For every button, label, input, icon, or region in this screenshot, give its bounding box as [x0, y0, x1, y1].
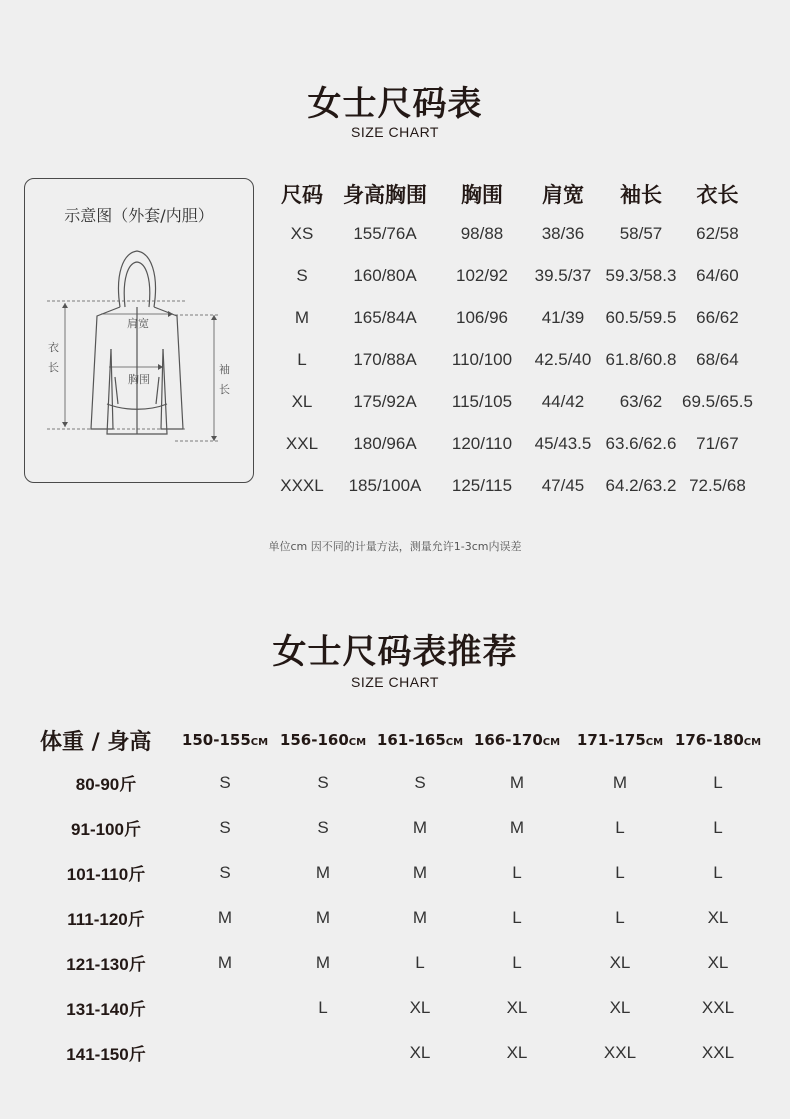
sleeve-label-1: 袖 — [219, 363, 230, 376]
table-cell: S — [219, 817, 231, 837]
table-row — [36, 1030, 762, 1075]
table-cell: M — [412, 862, 428, 882]
table-cell: 160/80A — [353, 266, 417, 285]
table-cell — [176, 985, 274, 1030]
table-cell: 60.5/59.5 — [605, 308, 677, 327]
table-row — [36, 850, 762, 895]
recommend-table — [36, 720, 762, 1075]
table-row — [272, 423, 753, 465]
height-header: 161-165CM — [376, 731, 464, 749]
table-cell: XXL — [603, 1042, 637, 1062]
table-row — [36, 760, 762, 805]
height-header: 176-180CM — [674, 731, 762, 749]
table-cell — [176, 1030, 274, 1075]
diagram-caption: 示意图（外套/内胆） — [64, 206, 214, 225]
header-cell: 肩宽 — [542, 183, 584, 207]
table-cell: 185/100A — [348, 476, 422, 495]
table-cell: 180/96A — [353, 434, 417, 453]
jacket-diagram — [24, 178, 254, 483]
size-table-header — [272, 175, 753, 213]
table-cell: S — [414, 772, 426, 792]
table-row — [272, 339, 753, 381]
header-cell: 胸围 — [461, 183, 503, 207]
table-cell: S — [219, 772, 231, 792]
table-cell: M — [509, 817, 525, 837]
table-cell: 59.3/58.3 — [605, 266, 677, 285]
measurement-note: 单位cm 因不同的计量方法，测量允许1-3cm内误差 — [268, 540, 522, 553]
table-cell: 47/45 — [541, 476, 585, 495]
table-cell: 45/43.5 — [534, 434, 592, 453]
height-header: 156-160CM — [279, 731, 367, 749]
table-row — [36, 805, 762, 850]
table-cell: M — [612, 772, 628, 792]
height-header: 150-155CM — [181, 731, 269, 749]
table-cell: M — [294, 308, 310, 327]
table-cell: 42.5/40 — [534, 350, 592, 369]
table-cell: XL — [291, 392, 313, 411]
table-cell — [274, 1030, 372, 1075]
table-cell: 63/62 — [619, 392, 663, 411]
shoulder-label: 肩宽 — [127, 317, 149, 330]
table-cell: XL — [409, 997, 431, 1017]
table-cell: 68/64 — [696, 350, 739, 369]
weight-cell: 141-150斤 — [66, 1045, 146, 1065]
table-cell: 155/76A — [353, 224, 417, 243]
table-cell: L — [415, 952, 425, 972]
table-row — [272, 297, 753, 339]
table-cell: 106/96 — [456, 308, 508, 327]
header-cell: 尺码 — [281, 183, 323, 207]
length-label-2: 长 — [48, 361, 59, 374]
jacket-illustration — [25, 179, 255, 484]
size-chart-subtitle: SIZE CHART — [351, 124, 439, 140]
table-cell: 38/36 — [541, 224, 585, 243]
table-cell: 62/58 — [696, 224, 739, 243]
table-cell: 170/88A — [353, 350, 417, 369]
table-cell: XL — [609, 952, 631, 972]
table-cell: XXL — [701, 1042, 735, 1062]
weight-cell: 131-140斤 — [66, 1000, 146, 1020]
weight-cell: 101-110斤 — [66, 865, 146, 885]
table-row — [272, 381, 753, 423]
weight-cell: 91-100斤 — [71, 820, 141, 840]
table-row — [36, 940, 762, 985]
table-cell: 175/92A — [353, 392, 417, 411]
table-row — [36, 985, 762, 1030]
table-row — [272, 213, 753, 255]
table-cell: S — [317, 772, 329, 792]
table-cell: M — [315, 862, 331, 882]
table-row — [272, 255, 753, 297]
table-cell: XL — [409, 1042, 431, 1062]
table-cell: 64/60 — [696, 266, 739, 285]
height-header: 171-175CM — [576, 731, 664, 749]
table-cell: XL — [707, 952, 729, 972]
table-cell: S — [296, 266, 308, 285]
table-row — [272, 465, 753, 507]
table-cell: XS — [290, 224, 314, 243]
table-cell: 110/100 — [451, 350, 513, 369]
recommend-header — [36, 720, 762, 760]
table-cell: XL — [506, 997, 528, 1017]
weight-height-header: 体重 / 身高 — [40, 729, 152, 755]
table-cell: 41/39 — [541, 308, 585, 327]
table-cell: L — [297, 350, 307, 369]
table-cell: L — [318, 997, 328, 1017]
table-cell: 165/84A — [353, 308, 417, 327]
table-cell: XXL — [701, 997, 735, 1017]
table-cell: S — [317, 817, 329, 837]
table-cell: 44/42 — [541, 392, 585, 411]
header-cell: 身高胸围 — [343, 183, 427, 207]
weight-cell: 121-130斤 — [66, 955, 146, 975]
table-cell: L — [713, 862, 723, 882]
table-cell: M — [509, 772, 525, 792]
table-cell: L — [713, 817, 723, 837]
size-chart-title: 女士尺码表 — [307, 84, 483, 124]
table-cell: M — [217, 907, 233, 927]
table-cell: XXL — [285, 434, 319, 453]
table-cell: M — [315, 907, 331, 927]
table-cell: 115/105 — [451, 392, 513, 411]
table-cell: 58/57 — [619, 224, 663, 243]
table-cell: M — [315, 952, 331, 972]
table-cell: 64.2/63.2 — [605, 476, 677, 495]
sleeve-label-2: 长 — [219, 383, 230, 396]
recommend-subtitle: SIZE CHART — [351, 674, 439, 690]
length-label-1: 衣 — [48, 341, 59, 354]
table-cell: 61.8/60.8 — [605, 350, 677, 369]
table-cell: L — [512, 862, 522, 882]
recommend-title: 女士尺码表推荐 — [272, 632, 518, 672]
table-cell: L — [512, 907, 522, 927]
table-cell: M — [412, 907, 428, 927]
height-header: 166-170CM — [473, 731, 561, 749]
table-cell: 63.6/62.6 — [605, 434, 677, 453]
size-table — [272, 175, 753, 507]
table-cell: 39.5/37 — [534, 266, 592, 285]
table-cell: 71/67 — [696, 434, 739, 453]
table-cell: XL — [707, 907, 729, 927]
table-cell: L — [615, 862, 625, 882]
table-cell: XL — [506, 1042, 528, 1062]
weight-cell: 80-90斤 — [75, 775, 137, 795]
table-cell: L — [713, 772, 723, 792]
table-cell: L — [512, 952, 522, 972]
table-cell: L — [615, 817, 625, 837]
table-cell: 69.5/65.5 — [682, 392, 753, 411]
table-cell: 120/110 — [451, 434, 513, 453]
table-cell: 98/88 — [460, 224, 504, 243]
table-cell: 72.5/68 — [689, 476, 746, 495]
table-cell: 66/62 — [696, 308, 739, 327]
table-cell: M — [217, 952, 233, 972]
header-cell: 袖长 — [620, 183, 662, 207]
weight-cell: 111-120斤 — [67, 910, 145, 930]
table-cell: 125/115 — [451, 476, 513, 495]
table-cell: XL — [609, 997, 631, 1017]
table-cell: S — [219, 862, 231, 882]
table-cell: L — [615, 907, 625, 927]
table-cell: 102/92 — [456, 266, 508, 285]
table-cell: M — [412, 817, 428, 837]
table-row — [36, 895, 762, 940]
chest-label: 胸围 — [128, 373, 150, 386]
table-cell: XXXL — [280, 476, 324, 495]
header-cell: 衣长 — [696, 183, 739, 207]
